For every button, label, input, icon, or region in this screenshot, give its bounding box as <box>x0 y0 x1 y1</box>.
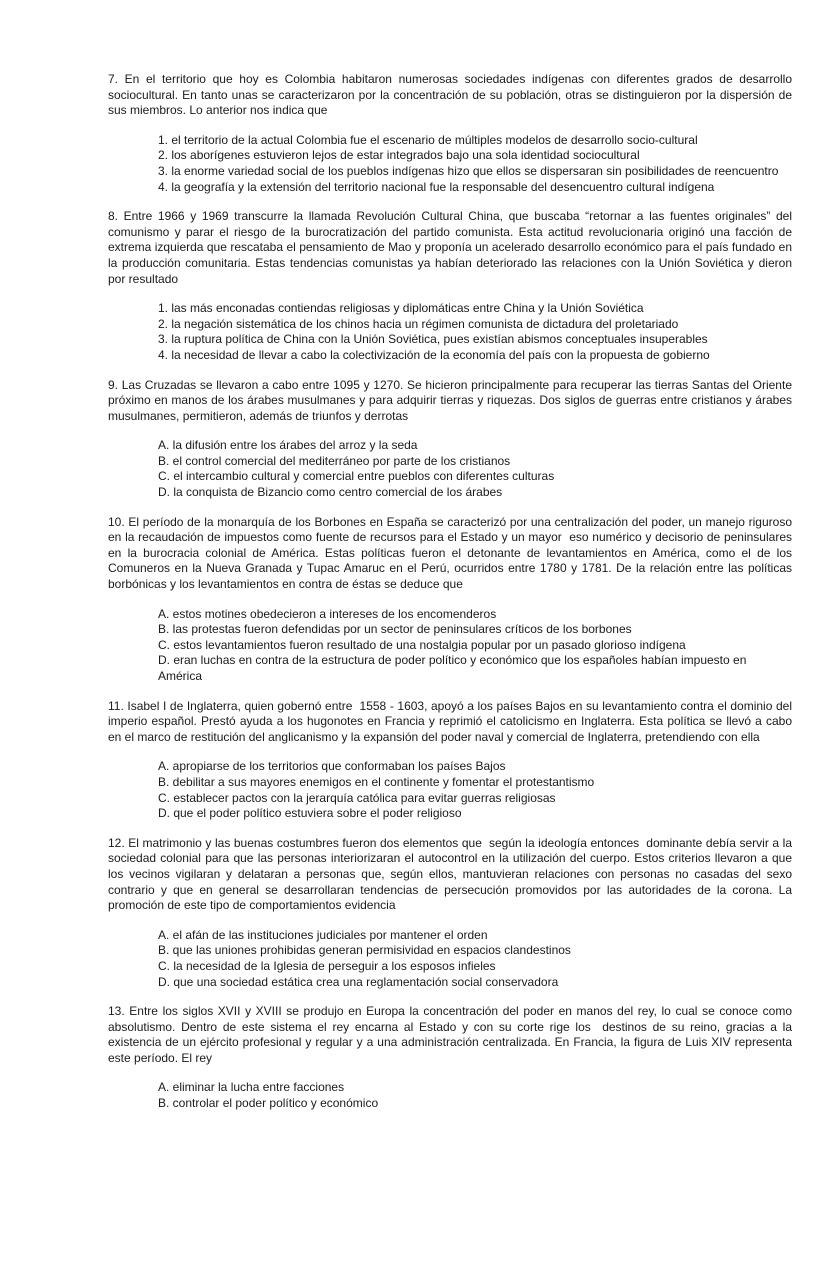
option-item[interactable]: C. establecer pactos con la jerarquía católica para evitar guerras religiosas <box>158 790 556 805</box>
option-item[interactable]: D. la conquista de Bizancio como centro comercial de los árabes <box>158 485 503 500</box>
question-block-13 <box>108 1004 796 1112</box>
option-item[interactable]: 2. la negación sistemática de los chinos hacia un régimen comunista de dictadura del proletariado <box>158 316 679 331</box>
question-stem: 7. En el territorio que hoy es Colombia habitaron numerosas sociedades indígenas con diferentes grados de desarrollo sociocultural. En tanto unas se caracterizaron por la concentración de su población, otras se distinguieron por la dispersión de sus miembros. Lo anterior nos indica que <box>108 72 796 118</box>
option-item[interactable]: 3. la ruptura política de China con la Unión Soviética, pues existían abismos conceptuales insuperables <box>158 332 708 347</box>
option-item[interactable]: A. el afán de las instituciones judiciales por mantener el orden <box>158 927 488 942</box>
option-list <box>158 759 792 821</box>
question-stem: 10. El período de la monarquía de los Borbones en España se caracterizó por una centralización del poder, un manejo riguroso en la recaudación de impuestos como fuente de recursos para el Estado y un mayor eso numérico y decisorio de peninsulares en la burocracia colonial de América. Estas políticas fueron el detonante de levantamientos en América, como el de los Comuneros en la Nueva Granada y Tupac Amaruc en el Perú, ocurridos entre 1780 y 1781. De la relación entre las políticas borbónicas y los levantamientos en contra de éstas se deduce que <box>108 514 796 592</box>
option-item[interactable]: B. que las uniones prohibidas generan permisividad en espacios clandestinos <box>158 943 571 958</box>
option-item[interactable]: C. estos levantamientos fueron resultado de una nostalgia popular por un pasado glorioso indígena <box>158 637 686 652</box>
question-stem: 11. Isabel I de Inglaterra, quien gobernó entre 1558 - 1603, apoyó a los países Bajos en su levantamiento contra el dominio del imperio español. Prestó ayuda a los hugonotes en Francia y reprimió el catolicismo en Inglaterra. Esta política se llevó a cabo en el marco de restitución del anglicanismo y la expansión del poder naval y comercial de Inglaterra, pretendiendo con ella <box>108 698 796 744</box>
option-item[interactable]: C. la necesidad de la Iglesia de perseguir a los esposos infieles <box>158 958 496 973</box>
option-item[interactable]: 2. los aborígenes estuvieron lejos de estar integrados bajo una sola identidad sociocultural <box>158 148 640 163</box>
question-block-12 <box>108 835 796 990</box>
option-item[interactable]: 3. la enorme variedad social de los pueblos indígenas hizo que ellos se dispersaran sin posibilidades de reencuentro <box>158 163 779 178</box>
option-item[interactable]: D. que el poder político estuviera sobre el poder religioso <box>158 806 462 821</box>
question-stem: 9. Las Cruzadas se llevaron a cabo entre 1095 y 1270. Se hicieron principalmente para recuperar las tierras Santas del Oriente próximo en manos de los árabes musulmanes y para adquirir tierras y riquezas. Dos siglos de guerras entre cristianos y árabes musulmanes, permitieron, además de triunfos y derrotas <box>108 377 796 423</box>
option-list <box>158 607 792 685</box>
option-list <box>158 928 792 990</box>
option-list <box>158 1080 792 1111</box>
question-block-8 <box>108 209 796 363</box>
question-stem: 8. Entre 1966 y 1969 transcurre la llamada Revolución Cultural China, que buscaba “retornar a las fuentes originales” del comunismo y parar el riesgo de la burocratización del partido comunista. Esta actitud revolucionaria originó una facción de extrema izquierda que rescataba el pensamiento de Mao y proponía un acelerado desarrollo económico para el país fundado en la producción comunitaria. Estas tendencias comunistas ya habían deteriorado las relaciones con la Unión Soviética y dieron por resultado <box>108 209 796 286</box>
option-item[interactable]: A. estos motines obedecieron a intereses de los encomenderos <box>158 606 497 621</box>
option-item[interactable]: D. que una sociedad estática crea una reglamentación social conservadora <box>158 974 559 989</box>
question-stem: 13. Entre los siglos XVII y XVIII se produjo en Europa la concentración del poder en manos del rey, lo cual se conoce como absolutismo. Dentro de este sistema el rey encarna al Estado y con su corte rige los destinos de su reino, gracias a la existencia de un ejército profesional y regular y a una administración centralizada. En Francia, la figura de Luis XIV representa este período. El rey <box>108 1004 796 1065</box>
option-item[interactable]: 4. la geografía y la extensión del territorio nacional fue la responsable del desencuentro cultural indígena <box>158 179 715 194</box>
option-item[interactable]: 4. la necesidad de llevar a cabo la colectivización de la economía del país con la propuesta de gobierno <box>158 347 710 362</box>
question-block-7 <box>108 72 796 195</box>
option-item[interactable]: A. eliminar la lucha entre facciones <box>158 1080 345 1095</box>
option-list <box>158 438 792 500</box>
option-item[interactable]: D. eran luchas en contra de la estructura de poder político y económico que los españoles habían impuesto en América <box>158 653 750 683</box>
option-item[interactable]: A. apropiarse de los territorios que conformaban los países Bajos <box>158 759 506 774</box>
question-stem: 12. El matrimonio y las buenas costumbres fueron dos elementos que según la ideología entonces dominante debía servir a la sociedad colonial para que las personas interiorizaran el autocontrol en la utilización del cuerpo. Estos criterios llevaron a que los vecinos vigilaran y delataran a personas que, según ellos, mantuvieran relaciones con personas no casadas del sexo contrario y que en general se desarrollaran tendencias de persecución promovidos por las autoridades de la corona. La promoción de este tipo de comportamientos evidencia <box>108 835 796 913</box>
document-page <box>108 72 796 1126</box>
option-item[interactable]: B. controlar el poder político y económico <box>158 1096 379 1111</box>
option-item[interactable]: 1. las más enconadas contiendas religiosas y diplomáticas entre China y la Unión Soviética <box>158 301 644 316</box>
option-item[interactable]: B. las protestas fueron defendidas por un sector de peninsulares críticos de los borbones <box>158 622 632 637</box>
option-item[interactable]: B. debilitar a sus mayores enemigos en el continente y fomentar el protestantismo <box>158 774 595 789</box>
option-item[interactable]: B. el control comercial del mediterráneo por parte de los cristianos <box>158 453 511 468</box>
option-list <box>158 133 792 195</box>
option-item[interactable]: A. la difusión entre los árabes del arroz y la seda <box>158 438 418 453</box>
question-block-10 <box>108 514 796 685</box>
question-block-11 <box>108 698 796 822</box>
option-list <box>158 301 792 363</box>
question-block-9 <box>108 377 796 501</box>
option-item[interactable]: 1. el territorio de la actual Colombia fue el escenario de múltiples modelos de desarrollo socio-cultural <box>158 132 698 147</box>
option-item[interactable]: C. el intercambio cultural y comercial entre pueblos con diferentes culturas <box>158 469 555 484</box>
